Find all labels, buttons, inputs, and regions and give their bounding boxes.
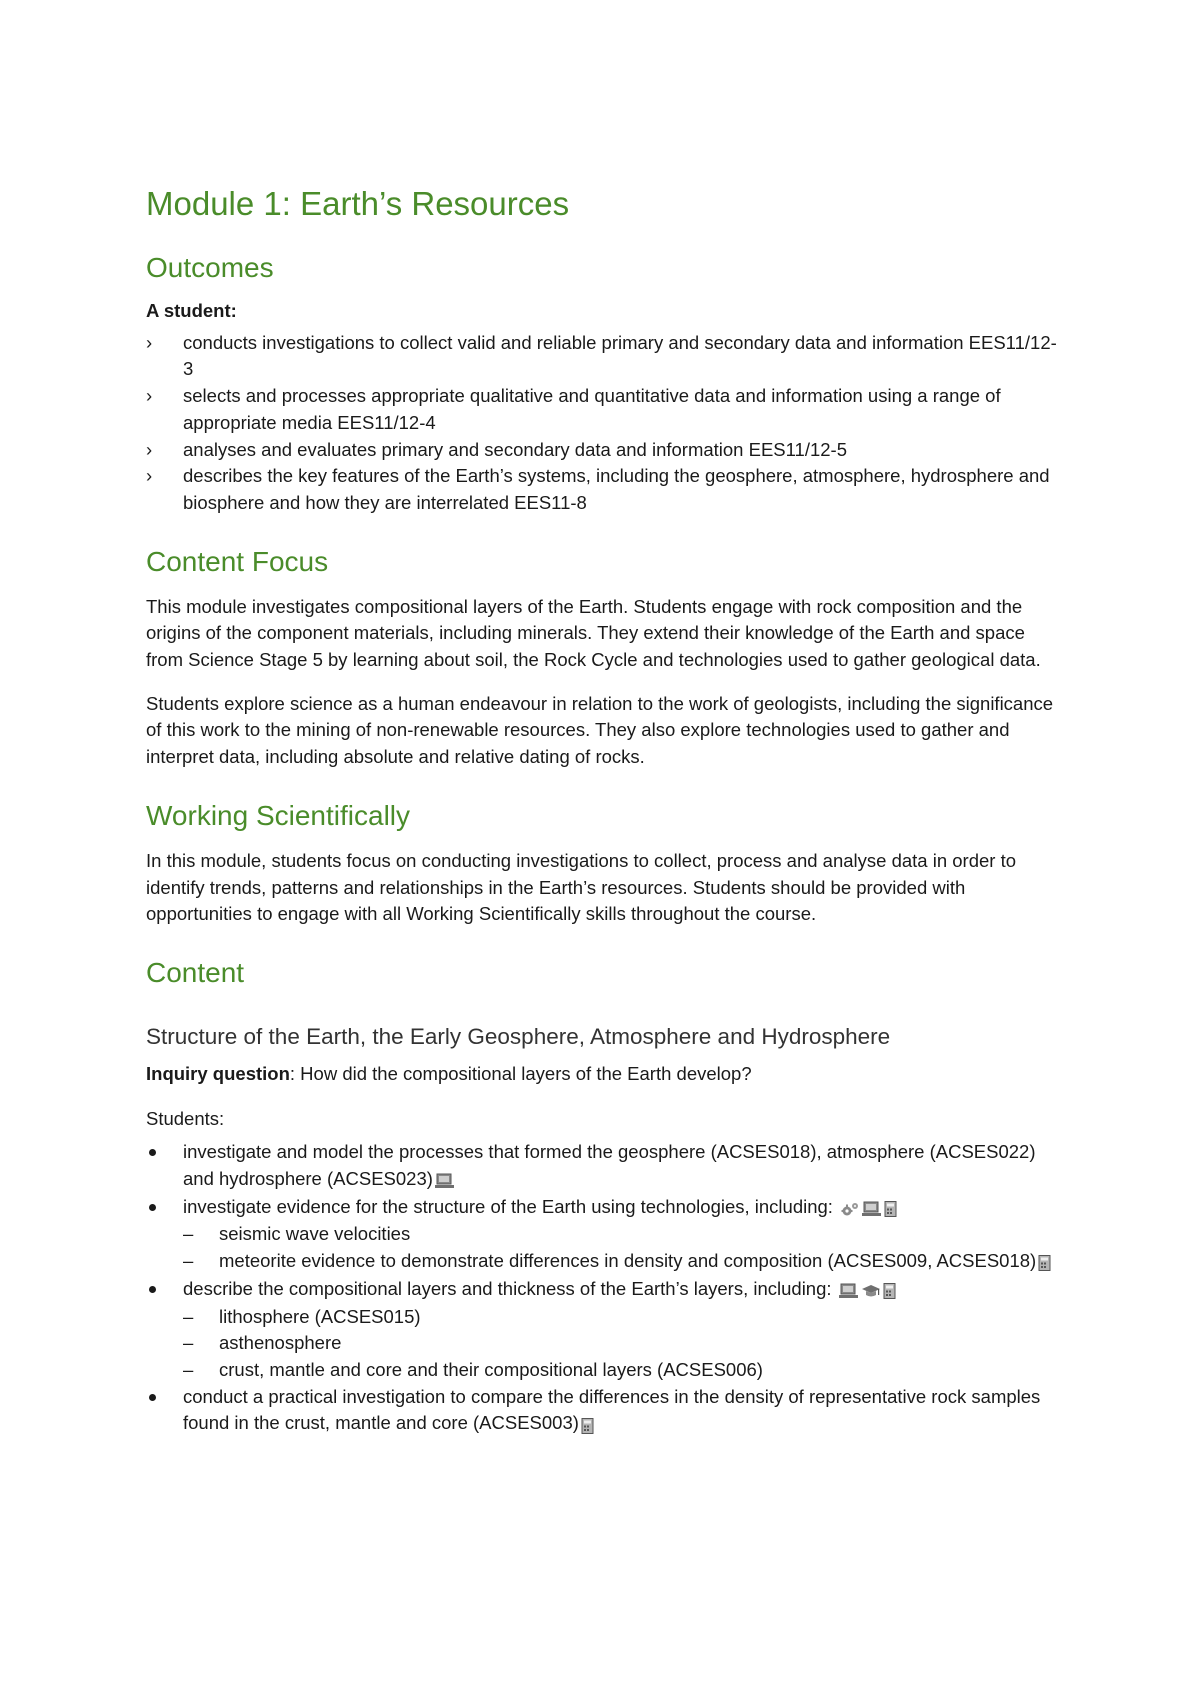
content-item: conduct a practical investigation to compare the differences in the density of representative rock samples found in the crust, mantle and core (ACSES003) [146, 1384, 1066, 1438]
content-item: investigate and model the processes that formed the geosphere (ACSES018), atmosphere (ACSES022) and hydrosphere (ACSES023) [146, 1139, 1066, 1193]
outcome-item: › conducts investigations to collect valid and reliable primary and secondary data and information EES11/12-3 [146, 331, 1057, 380]
content-focus-heading: Content Focus [146, 545, 329, 577]
sub-item: – meteorite evidence to demonstrate differences in density and composition (ACSES009, ACSES018) [183, 1248, 1066, 1276]
bullet-dot [149, 1394, 156, 1401]
bullet-dot [149, 1149, 156, 1156]
sub-item: – seismic wave velocities [183, 1221, 1066, 1248]
sub-list [183, 1221, 1066, 1275]
sub-item: – lithosphere (ACSES015) [183, 1304, 1066, 1331]
dash-bullet: – [183, 1305, 194, 1327]
inquiry-label: Inquiry question [146, 1062, 290, 1084]
bullet-dot [149, 1204, 156, 1211]
document-page [146, 178, 1066, 1438]
content-focus-paragraph-2: Students explore science as a human endeavour in relation to the work of geologists, including the significance of this work to the mining of non-renewable resources. They also explore technologies used to gather and interpret data, including absolute and relative dating of rocks. [146, 692, 1054, 768]
sub-item: – crust, mantle and core and their compositional layers (ACSES006) [183, 1357, 1066, 1384]
dash-bullet: – [183, 1332, 194, 1354]
bullet-dot [149, 1286, 156, 1293]
chevron-bullet-icon: › [146, 331, 153, 353]
outcomes-heading: Outcomes [146, 252, 274, 283]
outcome-item: › describes the key features of the Earth’s systems, including the geosphere, atmosphere, hydrosphere and biosphere and how they are interrelated EES11-8 [146, 465, 1050, 513]
module-title: Module 1: Earth’s Resources [146, 185, 570, 222]
content-subheading: Structure of the Earth, the Early Geosphere, Atmosphere and Hydrosphere [146, 1023, 891, 1049]
content-item: investigate evidence for the structure of the Earth using technologies, including: – seismic wave velocities – meteorite evidence to demonstrate differences in density and composition (ACSES009, ACSES018) [146, 1194, 1066, 1276]
content-list [146, 1139, 1066, 1438]
gears-icon [840, 1201, 860, 1217]
dash-bullet: – [183, 1358, 194, 1380]
sub-list [183, 1304, 1066, 1384]
calculator-icon [581, 1418, 594, 1434]
sub-item: – asthenosphere [183, 1330, 1066, 1357]
outcome-item: › selects and processes appropriate qualitative and quantitative data and information using a range of appropriate media EES11/12-4 [146, 385, 1001, 433]
inquiry-question [146, 1061, 1066, 1088]
calculator-icon [1038, 1255, 1051, 1271]
computer-icon [862, 1201, 882, 1217]
dash-bullet: – [183, 1250, 194, 1272]
graduation-cap-icon [861, 1283, 881, 1299]
content-item: describe the compositional layers and thickness of the Earth’s layers, including: – lithosphere (ACSES015) – asthenosphere – crust, mantle and core and their compositional layers (ACSES006) [146, 1276, 1066, 1384]
inquiry-text: : How did the compositional layers of the Earth develop? [289, 1062, 752, 1084]
calculator-icon [884, 1201, 897, 1217]
working-scientifically-paragraph: In this module, students focus on conducting investigations to collect, process and analyse data in order to identify trends, patterns and relationships in the Earth’s resources. Students should be provided with opportunities to engage with all Working Scientifically skills throughout the course. [146, 849, 1017, 925]
computer-icon [435, 1173, 455, 1189]
chevron-bullet-icon: › [146, 385, 153, 407]
dash-bullet: – [183, 1223, 194, 1245]
students-label: Students: [146, 1107, 225, 1129]
chevron-bullet-icon: › [146, 465, 153, 487]
outcomes-lead: A student: [146, 300, 237, 321]
calculator-icon [883, 1283, 896, 1299]
computer-icon [839, 1283, 859, 1299]
working-scientifically-heading: Working Scientifically [146, 799, 411, 831]
chevron-bullet-icon: › [146, 438, 153, 460]
content-heading: Content [146, 956, 245, 988]
outcomes-list [146, 330, 1066, 517]
content-focus-paragraph-1: This module investigates compositional layers of the Earth. Students engage with rock composition and the origins of the component materials, including minerals. They extend their knowledge of the Earth and space from Science Stage 5 by learning about soil, the Rock Cycle and technologies used to gather geological data. [146, 595, 1041, 671]
outcome-item: › analyses and evaluates primary and secondary data and information EES11/12-5 [146, 437, 1066, 464]
